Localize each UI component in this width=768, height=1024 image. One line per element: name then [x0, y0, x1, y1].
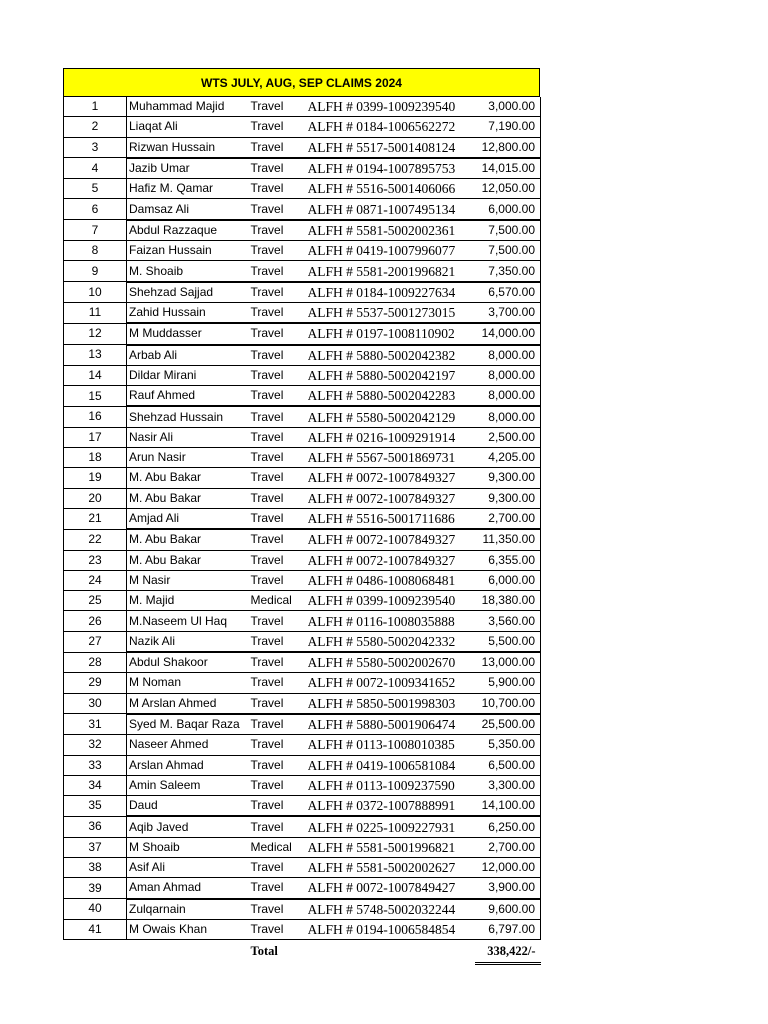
claim-amount: 14,000.00 [475, 323, 541, 344]
claim-type: Travel [248, 137, 308, 158]
row-number: 18 [64, 448, 127, 468]
claim-amount: 11,350.00 [475, 529, 541, 550]
claim-type: Travel [248, 652, 308, 673]
account-reference: ALFH # 0072-1007849327 [308, 529, 475, 550]
table-row [64, 448, 541, 468]
account-reference: ALFH # 5850-5001998303 [308, 693, 475, 714]
claim-amount: 6,000.00 [475, 199, 541, 220]
claim-type: Travel [248, 220, 308, 241]
claim-type: Travel [248, 631, 308, 652]
row-number: 2 [64, 117, 127, 137]
claim-amount: 9,300.00 [475, 488, 541, 508]
account-reference: ALFH # 0399-1009239540 [308, 591, 475, 611]
claim-type: Travel [248, 508, 308, 529]
claim-amount: 2,700.00 [475, 837, 541, 857]
row-number: 39 [64, 878, 127, 899]
claimant-name: M. Abu Bakar [127, 529, 248, 550]
account-reference: ALFH # 0399-1009239540 [308, 97, 475, 117]
claim-type: Travel [248, 386, 308, 407]
row-number: 13 [64, 345, 127, 366]
claim-type: Travel [248, 775, 308, 795]
table-row [64, 488, 541, 508]
claim-type: Travel [248, 365, 308, 385]
claimant-name: Daud [127, 796, 248, 817]
row-number: 17 [64, 427, 127, 447]
claim-type: Travel [248, 282, 308, 303]
claim-type: Travel [248, 261, 308, 282]
claim-amount: 14,100.00 [475, 796, 541, 817]
table-row [64, 775, 541, 795]
table-row [64, 735, 541, 755]
claim-amount: 6,797.00 [475, 919, 541, 939]
row-number: 26 [64, 611, 127, 631]
account-reference: ALFH # 5517-5001408124 [308, 137, 475, 158]
claim-amount: 2,700.00 [475, 508, 541, 529]
account-reference: ALFH # 0486-1008068481 [308, 570, 475, 590]
claimant-name: Aman Ahmad [127, 878, 248, 899]
row-number: 31 [64, 714, 127, 735]
account-reference: ALFH # 5567-5001869731 [308, 448, 475, 468]
row-number: 24 [64, 570, 127, 590]
row-number: 22 [64, 529, 127, 550]
account-reference: ALFH # 0116-1008035888 [308, 611, 475, 631]
claim-amount: 6,000.00 [475, 570, 541, 590]
claim-type: Travel [248, 117, 308, 137]
account-reference: ALFH # 5537-5001273015 [308, 302, 475, 323]
account-reference: ALFH # 5580-5002042332 [308, 631, 475, 652]
claim-type: Travel [248, 323, 308, 344]
table-row [64, 570, 541, 590]
claimant-name: Syed M. Baqar Raza [127, 714, 248, 735]
claimant-name: Amin Saleem [127, 775, 248, 795]
claimant-name: Amjad Ali [127, 508, 248, 529]
claim-type: Travel [248, 570, 308, 590]
row-number: 38 [64, 857, 127, 877]
table-row [64, 631, 541, 652]
table-row [64, 97, 541, 117]
table-row [64, 345, 541, 366]
row-number: 6 [64, 199, 127, 220]
row-number: 40 [64, 899, 127, 920]
claimant-name: Faizan Hussain [127, 241, 248, 261]
table-row [64, 857, 541, 877]
row-number: 15 [64, 386, 127, 407]
claimant-name: M.Naseem Ul Haq [127, 611, 248, 631]
claim-type: Travel [248, 796, 308, 817]
row-number: 10 [64, 282, 127, 303]
claimant-name: Shehzad Sajjad [127, 282, 248, 303]
claim-type: Travel [248, 448, 308, 468]
claimant-name: Jazib Umar [127, 158, 248, 179]
table-row [64, 816, 541, 837]
claim-amount: 8,000.00 [475, 365, 541, 385]
claim-type: Travel [248, 488, 308, 508]
claim-amount: 9,300.00 [475, 468, 541, 488]
claimant-name: Damsaz Ali [127, 199, 248, 220]
claim-amount: 25,500.00 [475, 714, 541, 735]
account-reference: ALFH # 0194-1006584854 [308, 919, 475, 939]
claim-type: Travel [248, 302, 308, 323]
row-number: 9 [64, 261, 127, 282]
claim-type: Travel [248, 468, 308, 488]
claimant-name: Abdul Razzaque [127, 220, 248, 241]
table-row [64, 550, 541, 570]
claims-rows [64, 97, 541, 940]
row-number: 12 [64, 323, 127, 344]
claimant-name: M Owais Khan [127, 919, 248, 939]
account-reference: ALFH # 5581-5002002627 [308, 857, 475, 877]
row-number: 25 [64, 591, 127, 611]
table-row [64, 241, 541, 261]
claim-type: Travel [248, 714, 308, 735]
claimant-name: Hafiz M. Qamar [127, 179, 248, 199]
account-reference: ALFH # 5581-5002002361 [308, 220, 475, 241]
claimant-name: Aqib Javed [127, 816, 248, 837]
total-amount: 338,422/- [475, 940, 541, 964]
account-reference: ALFH # 5880-5002042382 [308, 345, 475, 366]
account-reference: ALFH # 0216-1009291914 [308, 427, 475, 447]
row-number: 5 [64, 179, 127, 199]
claim-type: Travel [248, 179, 308, 199]
account-reference: ALFH # 5516-5001406066 [308, 179, 475, 199]
claim-amount: 6,570.00 [475, 282, 541, 303]
row-number: 30 [64, 693, 127, 714]
claimant-name: Liaqat Ali [127, 117, 248, 137]
row-number: 14 [64, 365, 127, 385]
account-reference: ALFH # 0113-1008010385 [308, 735, 475, 755]
claim-type: Travel [248, 857, 308, 877]
row-number: 16 [64, 406, 127, 427]
account-reference: ALFH # 5748-5002032244 [308, 899, 475, 920]
claim-type: Travel [248, 345, 308, 366]
claimant-name: M Noman [127, 673, 248, 693]
account-reference: ALFH # 5516-5001711686 [308, 508, 475, 529]
claimant-name: Asif Ali [127, 857, 248, 877]
table-row [64, 199, 541, 220]
claim-amount: 3,000.00 [475, 97, 541, 117]
claim-type: Travel [248, 158, 308, 179]
table-row [64, 406, 541, 427]
table-row [64, 117, 541, 137]
claim-amount: 7,350.00 [475, 261, 541, 282]
row-number: 20 [64, 488, 127, 508]
claim-amount: 7,500.00 [475, 220, 541, 241]
claimant-name: M. Abu Bakar [127, 488, 248, 508]
table-row [64, 323, 541, 344]
claimant-name: Naseer Ahmed [127, 735, 248, 755]
table-row [64, 714, 541, 735]
account-reference: ALFH # 0419-1006581084 [308, 755, 475, 775]
claimant-name: Rizwan Hussain [127, 137, 248, 158]
row-number: 19 [64, 468, 127, 488]
account-reference: ALFH # 5580-5002042129 [308, 406, 475, 427]
claim-amount: 7,500.00 [475, 241, 541, 261]
row-number: 34 [64, 775, 127, 795]
claimant-name: Arun Nasir [127, 448, 248, 468]
claim-amount: 3,900.00 [475, 878, 541, 899]
table-row [64, 302, 541, 323]
account-reference: ALFH # 0184-1006562272 [308, 117, 475, 137]
account-reference: ALFH # 5581-5001996821 [308, 837, 475, 857]
row-number: 35 [64, 796, 127, 817]
claims-sheet [63, 68, 540, 965]
claim-type: Travel [248, 199, 308, 220]
claim-amount: 6,355.00 [475, 550, 541, 570]
account-reference: ALFH # 0419-1007996077 [308, 241, 475, 261]
claim-amount: 7,190.00 [475, 117, 541, 137]
row-number: 32 [64, 735, 127, 755]
table-row [64, 468, 541, 488]
account-reference: ALFH # 0072-1007849327 [308, 468, 475, 488]
table-row [64, 899, 541, 920]
account-reference: ALFH # 0072-1007849327 [308, 550, 475, 570]
claim-type: Medical [248, 591, 308, 611]
table-row [64, 919, 541, 939]
claimant-name: M Shoaib [127, 837, 248, 857]
claim-type: Travel [248, 735, 308, 755]
account-reference: ALFH # 5880-5001906474 [308, 714, 475, 735]
claim-amount: 8,000.00 [475, 386, 541, 407]
claimant-name: M Arslan Ahmed [127, 693, 248, 714]
account-reference: ALFH # 5580-5002002670 [308, 652, 475, 673]
claim-type: Travel [248, 878, 308, 899]
claimant-name: M. Shoaib [127, 261, 248, 282]
row-number: 27 [64, 631, 127, 652]
claim-type: Travel [248, 406, 308, 427]
table-row [64, 365, 541, 385]
claim-type: Travel [248, 97, 308, 117]
claim-type: Travel [248, 673, 308, 693]
claim-type: Travel [248, 550, 308, 570]
claim-type: Travel [248, 816, 308, 837]
table-row [64, 693, 541, 714]
total-label: Total [250, 944, 278, 959]
claimant-name: Arbab Ali [127, 345, 248, 366]
row-number: 8 [64, 241, 127, 261]
account-reference: ALFH # 0072-1009341652 [308, 673, 475, 693]
claim-type: Travel [248, 427, 308, 447]
sheet-title: WTS JULY, AUG, SEP CLAIMS 2024 [63, 68, 540, 97]
row-number: 36 [64, 816, 127, 837]
claimant-name: M Nasir [127, 570, 248, 590]
table-row [64, 837, 541, 857]
account-reference: ALFH # 0194-1007895753 [308, 158, 475, 179]
claim-type: Medical [248, 837, 308, 857]
claim-type: Travel [248, 899, 308, 920]
account-reference: ALFH # 0113-1009237590 [308, 775, 475, 795]
row-number: 4 [64, 158, 127, 179]
claimant-name: Zahid Hussain [127, 302, 248, 323]
table-row [64, 282, 541, 303]
table-row [64, 755, 541, 775]
claimant-name: Shehzad Hussain [127, 406, 248, 427]
table-row [64, 158, 541, 179]
claim-type: Travel [248, 919, 308, 939]
claimant-name: Rauf Ahmed [127, 386, 248, 407]
table-row [64, 796, 541, 817]
row-number: 23 [64, 550, 127, 570]
table-row [64, 652, 541, 673]
table-row [64, 878, 541, 899]
account-reference: ALFH # 0072-1007849327 [308, 488, 475, 508]
row-number: 37 [64, 837, 127, 857]
claimant-name: Zulqarnain [127, 899, 248, 920]
claimant-name: Abdul Shakoor [127, 652, 248, 673]
row-number: 29 [64, 673, 127, 693]
row-number: 33 [64, 755, 127, 775]
table-row [64, 591, 541, 611]
claim-amount: 12,800.00 [475, 137, 541, 158]
claim-amount: 6,250.00 [475, 816, 541, 837]
row-number: 3 [64, 137, 127, 158]
claim-amount: 9,600.00 [475, 899, 541, 920]
table-row [64, 261, 541, 282]
claim-amount: 3,700.00 [475, 302, 541, 323]
table-row [64, 673, 541, 693]
claim-amount: 5,350.00 [475, 735, 541, 755]
claims-table [63, 97, 541, 965]
account-reference: ALFH # 0372-1007888991 [308, 796, 475, 817]
claimant-name: M. Majid [127, 591, 248, 611]
table-row [64, 179, 541, 199]
total-row [64, 940, 541, 964]
table-row [64, 137, 541, 158]
claimant-name: Dildar Mirani [127, 365, 248, 385]
table-row [64, 529, 541, 550]
account-reference: ALFH # 0072-1007849427 [308, 878, 475, 899]
claim-type: Travel [248, 611, 308, 631]
account-reference: ALFH # 5880-5002042197 [308, 365, 475, 385]
claim-amount: 13,000.00 [475, 652, 541, 673]
account-reference: ALFH # 0184-1009227634 [308, 282, 475, 303]
row-number: 7 [64, 220, 127, 241]
claim-amount: 14,015.00 [475, 158, 541, 179]
row-number: 11 [64, 302, 127, 323]
claim-amount: 4,205.00 [475, 448, 541, 468]
claim-type: Travel [248, 693, 308, 714]
claimant-name: Nazik Ali [127, 631, 248, 652]
claim-amount: 2,500.00 [475, 427, 541, 447]
account-reference: ALFH # 5581-2001996821 [308, 261, 475, 282]
claim-amount: 10,700.00 [475, 693, 541, 714]
claimant-name: Muhammad Majid [127, 97, 248, 117]
row-number: 21 [64, 508, 127, 529]
table-row [64, 220, 541, 241]
claimant-name: Arslan Ahmad [127, 755, 248, 775]
table-row [64, 427, 541, 447]
claim-amount: 3,560.00 [475, 611, 541, 631]
account-reference: ALFH # 5880-5002042283 [308, 386, 475, 407]
claim-amount: 8,000.00 [475, 406, 541, 427]
claim-type: Travel [248, 529, 308, 550]
claim-amount: 6,500.00 [475, 755, 541, 775]
claim-type: Travel [248, 241, 308, 261]
table-row [64, 611, 541, 631]
row-number: 1 [64, 97, 127, 117]
claim-amount: 5,900.00 [475, 673, 541, 693]
table-row [64, 386, 541, 407]
claim-amount: 3,300.00 [475, 775, 541, 795]
table-row [64, 508, 541, 529]
claimant-name: M Muddasser [127, 323, 248, 344]
claimant-name: M. Abu Bakar [127, 550, 248, 570]
claimant-name: M. Abu Bakar [127, 468, 248, 488]
claimant-name: Nasir Ali [127, 427, 248, 447]
claim-amount: 12,000.00 [475, 857, 541, 877]
row-number: 41 [64, 919, 127, 939]
claim-type: Travel [248, 755, 308, 775]
claim-amount: 5,500.00 [475, 631, 541, 652]
account-reference: ALFH # 0871-1007495134 [308, 199, 475, 220]
account-reference: ALFH # 0197-1008110902 [308, 323, 475, 344]
row-number: 28 [64, 652, 127, 673]
claim-amount: 12,050.00 [475, 179, 541, 199]
account-reference: ALFH # 0225-1009227931 [308, 816, 475, 837]
claim-amount: 8,000.00 [475, 345, 541, 366]
claim-amount: 18,380.00 [475, 591, 541, 611]
